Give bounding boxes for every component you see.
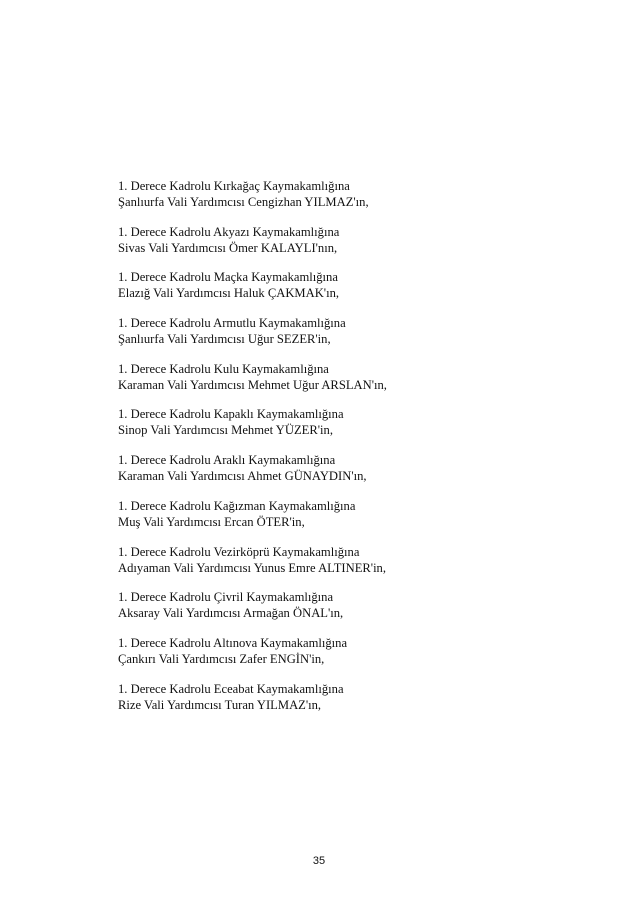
post-line: 1. Derece Kadrolu Kulu Kaymakamlığına bbox=[118, 361, 329, 376]
post-line: 1. Derece Kadrolu Çivril Kaymakamlığına bbox=[118, 590, 334, 605]
appointment-entry bbox=[118, 361, 558, 407]
appointment-entry bbox=[118, 178, 558, 224]
appointment-entry bbox=[118, 635, 558, 681]
appointee-line: Adıyaman Vali Yardımcısı Yunus Emre ALTINER'in, bbox=[118, 560, 387, 575]
appointment-entry bbox=[118, 406, 558, 452]
appointee-line: Muş Vali Yardımcısı Ercan ÖTER'in, bbox=[118, 514, 305, 529]
appointee-line: Şanlıurfa Vali Yardımcısı Uğur SEZER'in, bbox=[118, 332, 331, 347]
post-line: 1. Derece Kadrolu Kağızman Kaymakamlığına bbox=[118, 498, 356, 513]
post-line: 1. Derece Kadrolu Kapaklı Kaymakamlığına bbox=[118, 407, 344, 422]
appointment-entry bbox=[118, 589, 558, 635]
appointment-entry bbox=[118, 498, 558, 544]
post-line: 1. Derece Kadrolu Kırkağaç Kaymakamlığına bbox=[118, 179, 350, 193]
post-line: 1. Derece Kadrolu Armutlu Kaymakamlığına bbox=[118, 316, 346, 331]
appointment-entry bbox=[118, 269, 558, 315]
appointee-line: Sivas Vali Yardımcısı Ömer KALAYLI'nın, bbox=[118, 240, 338, 255]
post-line: 1. Derece Kadrolu Vezirköprü Kaymakamlığına bbox=[118, 544, 360, 559]
post-line: 1. Derece Kadrolu Altınova Kaymakamlığına bbox=[118, 635, 348, 650]
appointee-line: Karaman Vali Yardımcısı Mehmet Uğur ARSLAN'ın, bbox=[118, 377, 387, 392]
appointment-entry bbox=[118, 315, 558, 361]
appointment-entry bbox=[118, 224, 558, 270]
post-line: 1. Derece Kadrolu Maçka Kaymakamlığına bbox=[118, 270, 338, 285]
post-line: 1. Derece Kadrolu Akyazı Kaymakamlığına bbox=[118, 224, 340, 239]
appointment-list bbox=[118, 178, 558, 726]
appointee-line: Aksaray Vali Yardımcısı Armağan ÖNAL'ın, bbox=[118, 606, 344, 621]
appointment-entry bbox=[118, 681, 558, 727]
appointee-line: Sinop Vali Yardımcısı Mehmet YÜZER'in, bbox=[118, 423, 333, 438]
page-number: 35 bbox=[312, 855, 326, 867]
post-line: 1. Derece Kadrolu Eceabat Kaymakamlığına bbox=[118, 681, 344, 696]
appointee-line: Çankırı Vali Yardımcısı Zafer ENGİN'in, bbox=[118, 651, 325, 666]
appointee-line: Elazığ Vali Yardımcısı Haluk ÇAKMAK'ın, bbox=[118, 286, 340, 301]
appointee-line: Rize Vali Yardımcısı Turan YILMAZ'ın, bbox=[118, 697, 322, 712]
appointee-line: Şanlıurfa Vali Yardımcısı Cengizhan YILMAZ'ın, bbox=[118, 195, 369, 209]
appointee-line: Karaman Vali Yardımcısı Ahmet GÜNAYDIN'ın, bbox=[118, 469, 367, 484]
appointment-entry bbox=[118, 452, 558, 498]
appointment-entry bbox=[118, 544, 558, 590]
post-line: 1. Derece Kadrolu Araklı Kaymakamlığına bbox=[118, 453, 336, 468]
